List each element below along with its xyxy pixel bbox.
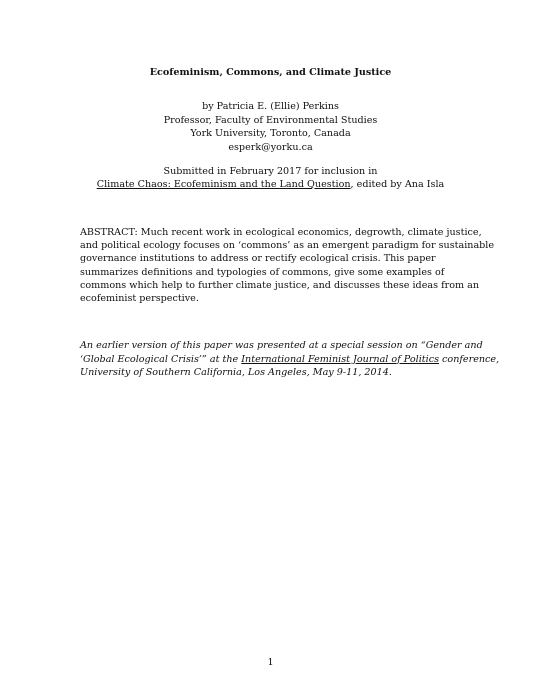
abstract-line: and political ecology focuses on ‘commons’ as an emergent paradigm for sustainable [80, 240, 495, 252]
book-editor: , edited by Ana Isla [350, 179, 445, 190]
abstract-line: ecofeminist perspective. [80, 293, 199, 305]
author-email: esperk@yorku.ca [228, 141, 313, 153]
author-byline: by Patricia E. (Ellie) Perkins [202, 101, 339, 112]
earlier-version-note [80, 339, 500, 380]
submission-book-line [0, 178, 541, 191]
abstract-line: governance institutions to address or rectify ecological crisis. This paper [80, 253, 436, 265]
author-position: Professor, Faculty of Environmental Studies [163, 114, 378, 126]
author-block [0, 100, 541, 154]
abstract-line: commons which help to further climate justice, and discusses these ideas from an [80, 279, 480, 291]
earlier-version-suffix: conference, [439, 353, 500, 365]
earlier-version-line [80, 353, 500, 367]
submission-note [0, 165, 541, 191]
earlier-version-line: University of Southern California, Los Angeles, May 9-11, 2014. [80, 367, 392, 378]
book-title: Climate Chaos: Ecofeminism and the Land Question [96, 179, 351, 190]
earlier-version-line: An earlier version of this paper was presented at a special session on “Gender and [80, 340, 483, 351]
earlier-version-prefix: ‘Global Ecological Crisis’” at the [80, 353, 242, 365]
abstract-line: summarizes definitions and typologies of commons, give some examples of [80, 266, 445, 278]
journal-title: International Feminist Journal of Politics [241, 353, 439, 365]
page-number: 1 [267, 657, 274, 668]
paper-title: Ecofeminism, Commons, and Climate Justice [149, 67, 392, 78]
author-affiliation: York University, Toronto, Canada [190, 128, 351, 139]
abstract-line: ABSTRACT: Much recent work in ecological economics, degrowth, climate justice, [80, 227, 482, 238]
submission-line: Submitted in February 2017 for inclusion in [163, 166, 378, 177]
abstract [80, 226, 495, 305]
